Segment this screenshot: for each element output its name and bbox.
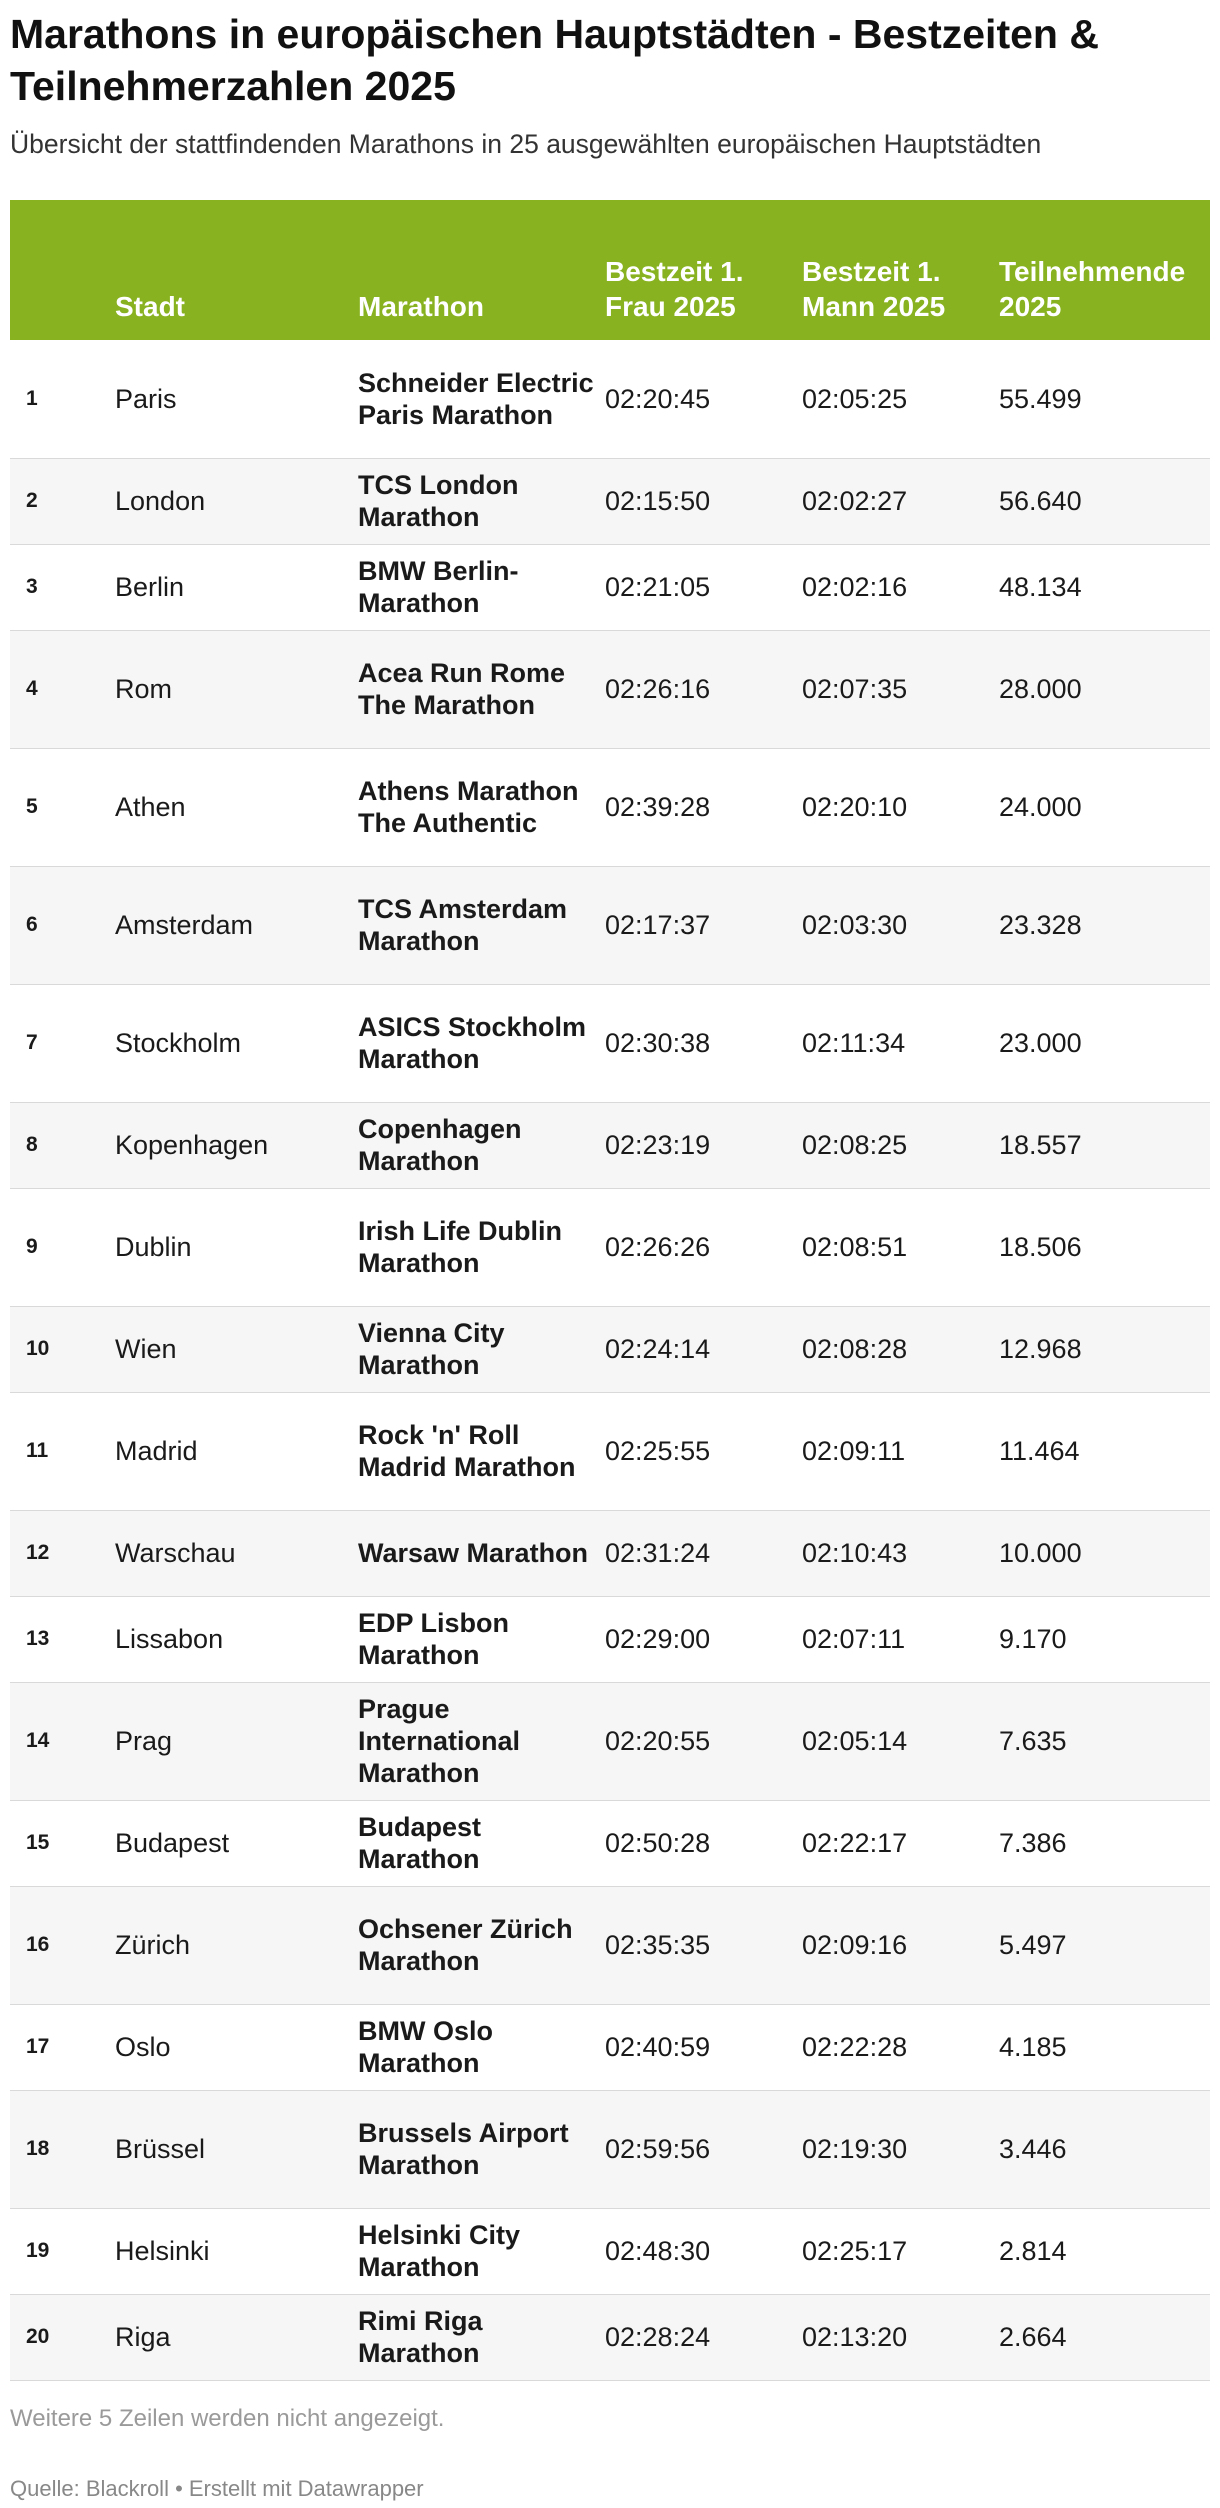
cell-rank: 9 [10,1188,115,1306]
cell-marathon: Prague International Marathon [358,1682,605,1800]
header-city[interactable]: Stadt [115,200,358,340]
cell-city: Oslo [115,2004,358,2090]
cell-rank: 11 [10,1392,115,1510]
cell-best-time-women: 02:20:55 [605,1682,802,1800]
cell-marathon: Acea Run Rome The Marathon [358,630,605,748]
cell-marathon: BMW Berlin-Marathon [358,544,605,630]
cell-city: Dublin [115,1188,358,1306]
table-row [10,1102,1210,1188]
cell-marathon: Budapest Marathon [358,1800,605,1886]
header-best-time-men[interactable]: Bestzeit 1. Mann 2025 [802,200,999,340]
table-row [10,866,1210,984]
cell-city: Helsinki [115,2208,358,2294]
cell-best-time-women: 02:17:37 [605,866,802,984]
cell-marathon: Rimi Riga Marathon [358,2294,605,2380]
cell-best-time-men: 02:05:25 [802,340,999,458]
cell-participants: 24.000 [999,748,1210,866]
cell-best-time-women: 02:20:45 [605,340,802,458]
cell-best-time-men: 02:11:34 [802,984,999,1102]
chart-subtitle: Übersicht der stattfindenden Marathons in 25 ausgewählten europäischen Hauptstädten [10,129,1042,159]
cell-rank: 12 [10,1510,115,1596]
table-body [10,340,1210,2380]
cell-best-time-men: 02:22:28 [802,2004,999,2090]
cell-best-time-women: 02:28:24 [605,2294,802,2380]
cell-rank: 1 [10,340,115,458]
cell-rank: 3 [10,544,115,630]
table-row [10,2090,1210,2208]
cell-marathon: Schneider Electric Paris Marathon [358,340,605,458]
cell-rank: 17 [10,2004,115,2090]
cell-best-time-men: 02:07:11 [802,1596,999,1682]
cell-city: Rom [115,630,358,748]
cell-marathon: ASICS Stockholm Marathon [358,984,605,1102]
cell-best-time-women: 02:48:30 [605,2208,802,2294]
cell-best-time-women: 02:29:00 [605,1596,802,1682]
table-header [10,200,1210,340]
cell-best-time-women: 02:26:16 [605,630,802,748]
cell-best-time-women: 02:50:28 [605,1800,802,1886]
cell-participants: 7.635 [999,1682,1210,1800]
hidden-rows-note: Weitere 5 Zeilen werden nicht angezeigt. [10,2404,445,2432]
table-row [10,1886,1210,2004]
cell-city: London [115,458,358,544]
cell-marathon: BMW Oslo Marathon [358,2004,605,2090]
cell-city: Madrid [115,1392,358,1510]
cell-participants: 9.170 [999,1596,1210,1682]
cell-marathon: Warsaw Marathon [358,1510,605,1596]
cell-rank: 18 [10,2090,115,2208]
cell-best-time-women: 02:21:05 [605,544,802,630]
cell-city: Amsterdam [115,866,358,984]
cell-participants: 56.640 [999,458,1210,544]
cell-marathon: Irish Life Dublin Marathon [358,1188,605,1306]
cell-best-time-men: 02:02:16 [802,544,999,630]
cell-rank: 13 [10,1596,115,1682]
table-row [10,984,1210,1102]
cell-participants: 55.499 [999,340,1210,458]
header-participants[interactable]: Teilnehmende 2025 [999,200,1210,340]
cell-city: Riga [115,2294,358,2380]
cell-rank: 20 [10,2294,115,2380]
cell-best-time-men: 02:22:17 [802,1800,999,1886]
cell-participants: 7.386 [999,1800,1210,1886]
cell-best-time-men: 02:10:43 [802,1510,999,1596]
source-footer: Quelle: Blackroll • Erstellt mit Datawrapper [10,2475,424,2501]
cell-best-time-women: 02:15:50 [605,458,802,544]
cell-participants: 18.506 [999,1188,1210,1306]
table-row [10,544,1210,630]
header-best-time-women[interactable]: Bestzeit 1. Frau 2025 [605,200,802,340]
table-row [10,1188,1210,1306]
table-row [10,748,1210,866]
cell-marathon: Vienna City Marathon [358,1306,605,1392]
cell-rank: 15 [10,1800,115,1886]
cell-rank: 10 [10,1306,115,1392]
table-row [10,2208,1210,2294]
chart-title: Marathons in europäischen Hauptstädten - Bestzeiten & Teilnehmerzahlen 2025 [10,11,1099,109]
cell-best-time-men: 02:09:16 [802,1886,999,2004]
cell-best-time-men: 02:20:10 [802,748,999,866]
cell-best-time-women: 02:26:26 [605,1188,802,1306]
cell-participants: 23.000 [999,984,1210,1102]
cell-best-time-men: 02:02:27 [802,458,999,544]
cell-city: Zürich [115,1886,358,2004]
cell-best-time-women: 02:23:19 [605,1102,802,1188]
cell-city: Prag [115,1682,358,1800]
cell-participants: 5.497 [999,1886,1210,2004]
table-row [10,2004,1210,2090]
cell-city: Lissabon [115,1596,358,1682]
cell-best-time-men: 02:08:28 [802,1306,999,1392]
cell-best-time-men: 02:07:35 [802,630,999,748]
table-row [10,1306,1210,1392]
cell-best-time-men: 02:08:51 [802,1188,999,1306]
table-row [10,2294,1210,2380]
cell-city: Paris [115,340,358,458]
cell-participants: 48.134 [999,544,1210,630]
cell-best-time-women: 02:25:55 [605,1392,802,1510]
cell-best-time-men: 02:09:11 [802,1392,999,1510]
cell-best-time-men: 02:25:17 [802,2208,999,2294]
cell-city: Kopenhagen [115,1102,358,1188]
table-row [10,1392,1210,1510]
cell-rank: 4 [10,630,115,748]
cell-best-time-women: 02:35:35 [605,1886,802,2004]
cell-city: Stockholm [115,984,358,1102]
cell-city: Warschau [115,1510,358,1596]
cell-participants: 12.968 [999,1306,1210,1392]
cell-participants: 10.000 [999,1510,1210,1596]
cell-rank: 19 [10,2208,115,2294]
header-rank[interactable] [10,200,115,340]
table-row [10,1800,1210,1886]
table-row [10,1596,1210,1682]
table-row [10,458,1210,544]
cell-marathon: EDP Lisbon Marathon [358,1596,605,1682]
cell-marathon: Ochsener Zürich Marathon [358,1886,605,2004]
cell-marathon: TCS Amsterdam Marathon [358,866,605,984]
cell-best-time-women: 02:39:28 [605,748,802,866]
cell-marathon: Brussels Airport Marathon [358,2090,605,2208]
cell-best-time-men: 02:08:25 [802,1102,999,1188]
cell-marathon: Athens Marathon The Authentic [358,748,605,866]
cell-participants: 28.000 [999,630,1210,748]
header-row [10,200,1210,340]
cell-city: Brüssel [115,2090,358,2208]
cell-rank: 5 [10,748,115,866]
cell-best-time-women: 02:40:59 [605,2004,802,2090]
cell-marathon: Copenhagen Marathon [358,1102,605,1188]
cell-participants: 2.814 [999,2208,1210,2294]
cell-rank: 16 [10,1886,115,2004]
cell-participants: 4.185 [999,2004,1210,2090]
cell-best-time-men: 02:03:30 [802,866,999,984]
cell-best-time-women: 02:59:56 [605,2090,802,2208]
cell-best-time-women: 02:24:14 [605,1306,802,1392]
marathon-table [10,200,1210,2381]
cell-rank: 6 [10,866,115,984]
cell-marathon: TCS London Marathon [358,458,605,544]
cell-rank: 8 [10,1102,115,1188]
cell-marathon: Rock 'n' Roll Madrid Marathon [358,1392,605,1510]
cell-participants: 23.328 [999,866,1210,984]
cell-city: Berlin [115,544,358,630]
cell-best-time-men: 02:19:30 [802,2090,999,2208]
cell-city: Athen [115,748,358,866]
cell-rank: 14 [10,1682,115,1800]
header-marathon[interactable]: Marathon [358,200,605,340]
table-row [10,1510,1210,1596]
table-row [10,1682,1210,1800]
cell-best-time-women: 02:31:24 [605,1510,802,1596]
table-row [10,340,1210,458]
cell-participants: 18.557 [999,1102,1210,1188]
cell-best-time-men: 02:13:20 [802,2294,999,2380]
cell-best-time-men: 02:05:14 [802,1682,999,1800]
cell-best-time-women: 02:30:38 [605,984,802,1102]
table-row [10,630,1210,748]
cell-city: Budapest [115,1800,358,1886]
cell-marathon: Helsinki City Marathon [358,2208,605,2294]
cell-rank: 7 [10,984,115,1102]
cell-city: Wien [115,1306,358,1392]
cell-participants: 2.664 [999,2294,1210,2380]
cell-participants: 3.446 [999,2090,1210,2208]
cell-rank: 2 [10,458,115,544]
cell-participants: 11.464 [999,1392,1210,1510]
